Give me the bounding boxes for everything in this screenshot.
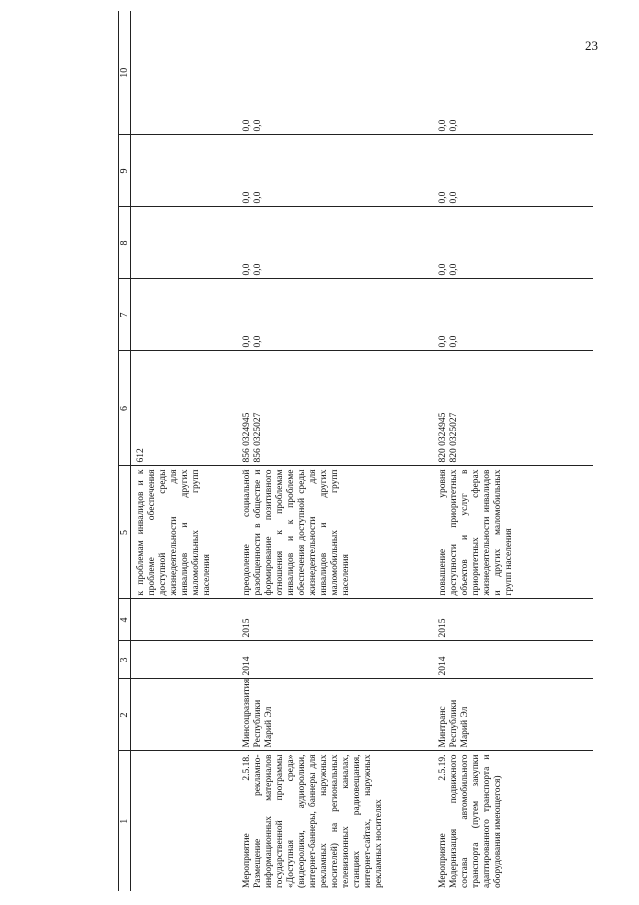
cell-value-10 xyxy=(432,11,593,135)
cell-line: 0,0 xyxy=(242,263,252,276)
cell-line: 0,0 xyxy=(449,119,459,132)
cell-value-7 xyxy=(236,279,432,351)
cell-value-9 xyxy=(236,135,432,207)
cell-line: 0,0 xyxy=(438,263,448,276)
cell-line: 612 xyxy=(136,448,146,463)
cell-line: 0,0 xyxy=(253,119,263,132)
cell-line: 0,0 xyxy=(242,119,252,132)
cell-value-8 xyxy=(236,207,432,279)
cell-line: 0,0 xyxy=(449,263,459,276)
cell-expected-result: повышение уровня доступности приоритетных объектов и услуг в приоритетных сферах жизнедеятельности инвалидов и других маломобильных групп населения xyxy=(432,466,593,599)
cell-activity: Мероприятие 2.5.18. Размещение рекламно-информационных материалов государственной программы «Доступная среда» (видеоролики, аудиоролики, интернет-баннеры, баннеры для рекламных наружных носителей) на региональных телевизионных каналах, станциях радиовещания, интернет-сайтах, наружных рекламных носителях xyxy=(242,754,384,888)
table-row xyxy=(131,11,237,891)
cell-line: 0,0 xyxy=(438,191,448,204)
col-header-7: 7 xyxy=(119,279,131,351)
cell-line: 0,0 xyxy=(253,263,263,276)
col-header-9: 9 xyxy=(119,135,131,207)
cell-value-10 xyxy=(236,11,432,135)
cell-executor: Минсоцразвития Республики Марий Эл xyxy=(236,679,432,751)
cell-start-year: 2014 xyxy=(236,641,432,679)
table-row xyxy=(236,11,432,891)
cell-expected-result: преодоление социальной разобщенности в обществе и формирование позитивного отношения к проблемам инвалидов и к проблеме обеспечения доступной среды жизнедеятельности для инвалидов и других маломобильных групп населения xyxy=(236,466,432,599)
cell-value-8 xyxy=(432,207,593,279)
cell-code xyxy=(131,351,237,466)
cell-start-year xyxy=(131,641,237,679)
cell-value-7 xyxy=(131,279,237,351)
col-header-1: 1 xyxy=(119,751,131,891)
cell-line: 0,0 xyxy=(438,335,448,348)
cell-executor: Минтранс Республики Марий Эл xyxy=(432,679,593,751)
cell-executor xyxy=(131,679,237,751)
cell-line: 0,0 xyxy=(449,191,459,204)
cell-line: 820 0325027 xyxy=(449,412,459,463)
cell-line: 0,0 xyxy=(438,119,448,132)
cell-line: 0,0 xyxy=(253,335,263,348)
col-header-8: 8 xyxy=(119,207,131,279)
page-number: 23 xyxy=(585,38,598,53)
col-header-5: 5 xyxy=(119,466,131,599)
col-header-4: 4 xyxy=(119,599,131,641)
cell-end-year xyxy=(131,599,237,641)
col-header-2: 2 xyxy=(119,679,131,751)
cell-line: 0,0 xyxy=(242,191,252,204)
cell-activity: Мероприятие 2.5.19. Модернизация подвижного состава автомобильного транспорта (путем закупки адаптированного транспорта и оборудования имеющегося) xyxy=(438,754,503,888)
cell-line: 856 0324945 xyxy=(242,412,252,463)
cell-end-year: 2015 xyxy=(236,599,432,641)
cell-value-9 xyxy=(131,135,237,207)
cell-line: 0,0 xyxy=(253,191,263,204)
cell-line: 0,0 xyxy=(242,335,252,348)
cell-start-year: 2014 xyxy=(432,641,593,679)
cell-activity xyxy=(131,751,237,891)
column-number-header xyxy=(119,11,131,891)
cell-code xyxy=(432,351,593,466)
cell-value-9 xyxy=(432,135,593,207)
col-header-6: 6 xyxy=(119,351,131,466)
cell-line: 0,0 xyxy=(449,335,459,348)
cell-code xyxy=(236,351,432,466)
cell-line: 856 0325027 xyxy=(253,412,263,463)
cell-value-8 xyxy=(131,207,237,279)
cell-end-year: 2015 xyxy=(432,599,593,641)
col-header-3: 3 xyxy=(119,641,131,679)
program-activities-table xyxy=(118,11,593,891)
table-row xyxy=(432,11,593,891)
col-header-10: 10 xyxy=(119,11,131,135)
cell-line: 820 0324945 xyxy=(438,412,448,463)
cell-value-7 xyxy=(432,279,593,351)
cell-value-10 xyxy=(131,11,237,135)
cell-expected-result: к проблемам инвалидов и к проблеме обеспечения доступной среды жизнедеятельности для инвалидов и других маломобильных групп населения xyxy=(131,466,237,599)
